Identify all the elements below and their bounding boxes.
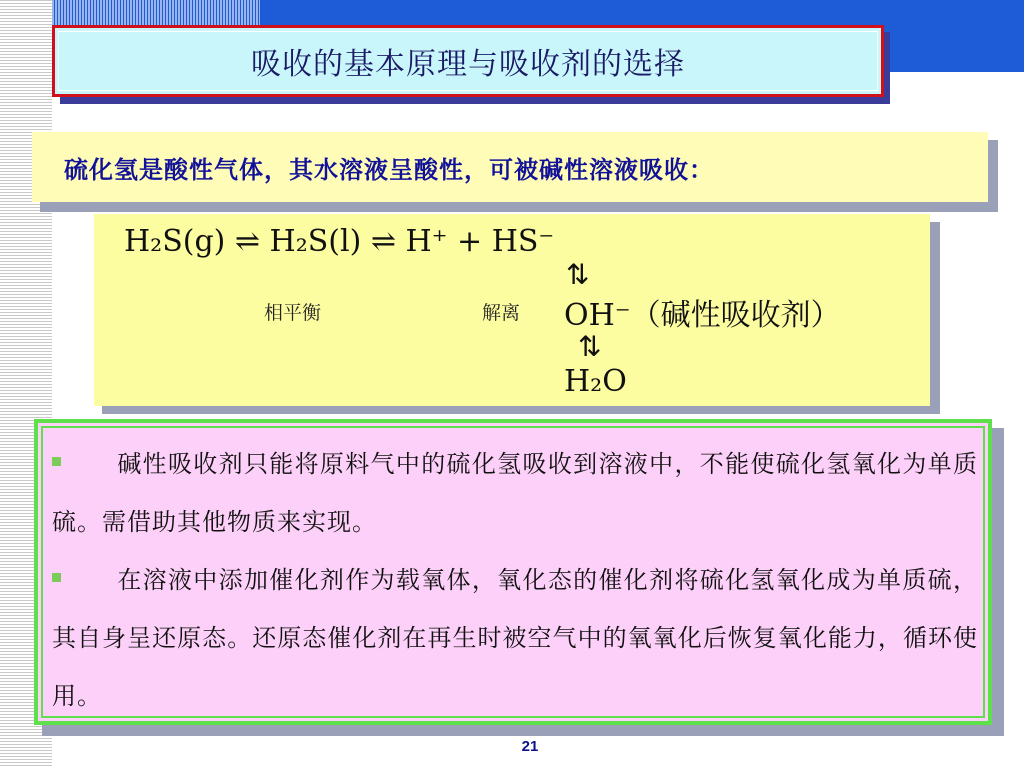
equation-box: [94, 214, 930, 406]
label-phase-equilibrium: 相平衡: [264, 302, 322, 324]
paragraph-1: [52, 435, 978, 551]
equation-line-2: OH⁻（碱性吸收剂）: [564, 298, 841, 333]
equation-line-3: H₂O: [564, 364, 627, 399]
slide-title: 吸收的基本原理与吸收剂的选择: [251, 47, 685, 82]
equilibrium-arrow-1-icon: ⇅: [566, 258, 590, 291]
subtitle-text: 硫化氢是酸性气体，其水溶液呈酸性，可被碱性溶液吸收：: [64, 154, 714, 184]
equilibrium-arrow-2-icon: ⇅: [578, 330, 602, 363]
paragraph-1-text: 碱性吸收剂只能将原料气中的硫化氢吸收到溶液中，不能使硫化氢氧化为单质硫。需借助其他物质来实现。: [52, 450, 978, 536]
square-bullet-icon: [52, 573, 61, 582]
paragraph-2-text: 在溶液中添加催化剂作为载氧体，氧化态的催化剂将硫化氢氧化成为单质硫，其自身呈还原态。还原态催化剂在再生时被空气中的氧氧化后恢复氧化能力，循环使用。: [52, 566, 978, 710]
title-box: [52, 25, 884, 97]
subtitle-box: [32, 132, 988, 202]
label-dissociation: 解离: [482, 302, 521, 324]
content-box: [34, 419, 992, 725]
square-bullet-icon: [52, 457, 61, 466]
paragraph-2: [52, 551, 978, 725]
equation-line-1: H₂S(g) ⇌ H₂S(l) ⇌ H⁺ + HS⁻: [124, 224, 555, 259]
page-number: 21: [521, 738, 539, 755]
